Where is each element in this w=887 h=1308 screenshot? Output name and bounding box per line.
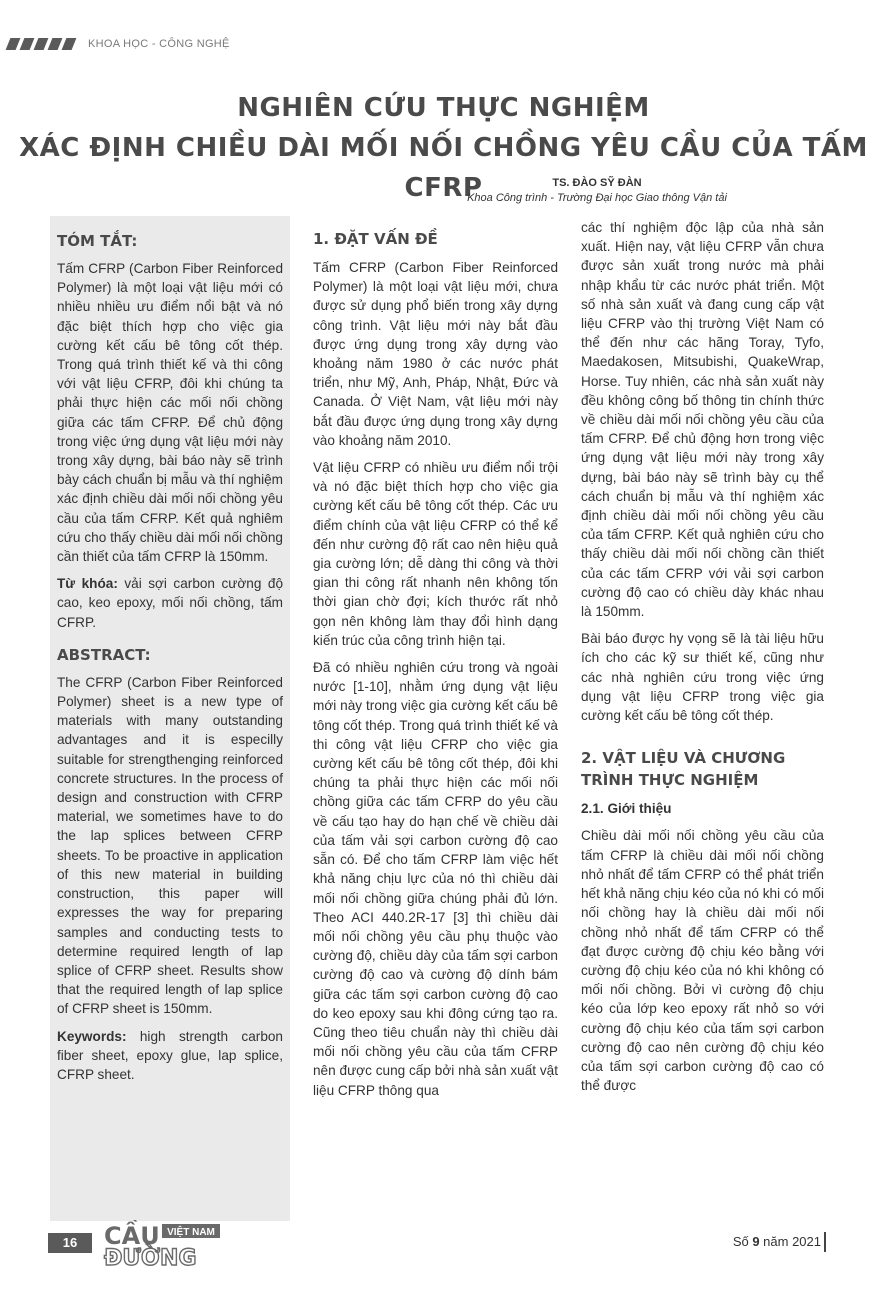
keywords-vi [57, 574, 283, 632]
magazine-logo [100, 1220, 224, 1268]
stripes-decoration [8, 38, 74, 50]
keywords-vi-text: vải sợi carbon cường độ cao, keo epoxy, mối nối chồng, tấm CFRP. [57, 576, 284, 630]
article-title [0, 88, 887, 208]
abstract-column [57, 232, 283, 1092]
logo-top-text: CẦU [104, 1222, 160, 1250]
section-label: KHOA HỌC - CÔNG NGHỆ [88, 38, 230, 50]
abstract-en-body: The CFRP (Carbon Fiber Reinforced Polymer) sheet is a new type of materials with many outstanding advantages and it is especilly suitable for strengthenging reinforced concrete structures. In the process of design and construction with CFRP material, we sometimes have to do the lap splices between CFRP sheets. To be proactive in application of this new material in building construction, this paper will expresses the way for preparing samples and conducting tests to determine required length of lap splice of CFRP sheet. Results show that the required length of lap splice of CFRP sheet is 150mm. [57, 674, 283, 1017]
section-1-paragraph-5: Bài báo được hy vọng sẽ là tài liệu hữu ích cho các kỹ sư thiết kế, cũng như các nhà nghiên cứu trong việc ứng dụng vật liệu CFRP trong việc gia cường kết cấu bê tông cốt thép. [581, 631, 824, 724]
keywords-en-label: Keywords: [57, 1028, 127, 1044]
section-1-paragraph-4: các thí nghiệm độc lập của nhà sản xuất. Hiện nay, vật liệu CFRP vẫn chưa được sản xuất trong nước mà phải nhập khẩu từ các nước phát triển. Một số nhà sản xuất và đang cung cấp vật liệu CFRP vào thị trường Việt Nam có thể đến như các hãng Toray, Tyfo, Maedakosen, Mitsubishi, QuakeWrap, Horse. Tuy nhiên, các nhà sản xuất này đều không công bố thông tin chính thức về chiều dài mối nối chồng yêu cầu của tấm CFRP. Để chủ động hơn trong việc ứng dụng vật liệu mới này trong xây dựng, bài báo này sẽ trình bày cụ thể cách chuẩn bị mẫu và thí nghiệm xác định chiều dài mối nối chồng yêu cầu của tấm CFRP. Kết quả nghiên cứu cho thấy chiều dài mối nối chồng cần thiết của các tấm CFRP với vải sợi carbon cường độ cao có chiều dày khác nhau là 150mm. [581, 220, 824, 620]
issue-prefix: Số [732, 1234, 753, 1249]
abstract-vi-body: Tấm CFRP (Carbon Fiber Reinforced Polymer) là một loại vật liệu mới có nhiều nhiều ưu điểm nổi bật và nó đặc biệt thích hợp cho việc gia cường kết cấu bê tông cốt thép. Trong quá trình thiết kế và thi công với vật liệu CFRP, đôi khi chúng ta phải thực hiện các mối nối chồng giữa các tấm CFRP. Để chủ động trong việc ứng dụng vật liệu mới này trong xây dựng, bài báo này sẽ trình bày cách chuẩn bị mẫu và thí nghiệm xác định chiều dài mối nối chồng yêu cầu của tấm CFRP. Kết quả nghiêm cứu cho thấy chiều dài mối nối chồng cần thiết của tấm CFRP là 150mm. [57, 261, 283, 565]
author-affiliation: Khoa Công trình - Trường Đại học Giao thông Vận tải [467, 192, 727, 204]
keywords-en-text: high strength carbon fiber sheet, epoxy glue, lap splice, CFRP sheet. [57, 1028, 283, 1082]
section-1-paragraph-3: Đã có nhiều nghiên cứu trong và ngoài nước [1-10], nhằm ứng dụng vật liệu mới này trong việc gia cường kết cấu bê tông cốt thép. Trong quá trình thiết kế và thi công vật liệu CFRP cho việc gia cường kết cấu bê tông cốt thép, đôi khi chúng ta phải thực hiện các mối nối chồng giữa các tấm CFRP do yêu cầu về cấu tạo hay do hạn chế về chiều dài của tấm vải sợi carbon cường độ cao sẵn có. Để cho tấm CFRP làm việc hết khả năng chịu lực của nó thì chiều dài mối nối chồng giữa chúng phải đủ lớn. Theo ACI 440.2R-17 [3] thì chiều dài mối nối chồng yêu cầu phụ thuộc vào cường độ, chiều dày của tấm sợi carbon cường độ cao và cường độ dính bám giữa các tấm sợi carbon cường độ cao do keo epoxy sau khi đông cứng tạo ra. Cũng theo tiêu chuẩn này thì chiều dài mối nối chồng yêu cầu của tấm CFRP nên được cung cấp bởi nhà sản xuất vật liệu CFRP thông qua [313, 660, 558, 1098]
page-number: 16 [48, 1233, 92, 1253]
title-line-2: XÁC ĐỊNH CHIỀU DÀI MỐI NỐI CHỒNG YÊU CẦU CỦA TẤM CFRP [19, 133, 868, 203]
body-column-2 [313, 228, 558, 1108]
section-2-paragraph-1: Chiều dài mối nối chồng yêu cầu của tấm CFRP là chiều dài mối nối chồng nhỏ nhất để tấm CFRP có thể phát triển hết khả năng chịu kéo của nó khi có mối nối chồng hay là chiều dài mối nối chồng nhỏ nhất để tấm CFRP có thể đạt được cường độ chịu kéo bằng với cường độ chịu kéo của nó khi không có mối nối chồng. Bởi vì cường độ chịu kéo của lớp keo epoxy rất nhỏ so với cường độ chịu kéo của tấm sợi carbon cường độ cao nên cường độ chịu kéo của tấm sợi carbon cường độ cao có thể được [581, 828, 824, 1094]
body-column-3 [581, 218, 824, 1103]
section-1-paragraph-1: Tấm CFRP (Carbon Fiber Reinforced Polymer) là một loại vật liệu mới, chưa được sử dụng phổ biến trong xây dựng công trình. Vật liệu mới này bắt đầu được ứng dụng trong xây dựng vào khoảng năm 1980 ở các nước phát triển, như Mỹ, Anh, Pháp, Nhật, Đức và Canada. Ở Việt Nam, vật liệu mới này bắt đầu được ứng dụng trong xây dựng vào khoảng năm 2010. [313, 260, 558, 448]
footer-divider [824, 1232, 826, 1252]
issue-label [733, 1234, 821, 1249]
abstract-en-heading: ABSTRACT: [57, 645, 151, 664]
keywords-en [57, 1027, 283, 1085]
logo-tag-text: VIỆT NAM [167, 1227, 215, 1238]
section-1-paragraph-2: Vật liệu CFRP có nhiều ưu điểm nổi trội và nó đặc biệt thích hợp cho việc gia cường kết cấu bê tông cốt thép. Các ưu điểm chính của vật liệu CFRP có thể kể đến như cường độ rất cao nên hiệu quả gia cường lớn; dễ dàng thi công và thời gian thi công rất nhanh nên không tốn thời gian chờ đợi; kích thước rất nhỏ gọn nên không làm thay đổi hình dạng kiến trúc của công trình hiện tại. [313, 460, 558, 648]
author-name: TS. ĐÀO SỸ ĐÀN [552, 177, 642, 189]
issue-number: 9 [752, 1234, 760, 1249]
logo-bottom-text: ĐƯỜNG [104, 1246, 197, 1268]
section-2-1-heading: 2.1. Giới thiệu [581, 801, 672, 817]
section-1-heading: 1. ĐẶT VẤN ĐỀ [313, 230, 438, 248]
keywords-vi-label: Từ khóa: [57, 576, 118, 592]
title-line-1: NGHIÊN CỨU THỰC NGHIỆM [237, 93, 650, 123]
issue-year: năm 2021 [759, 1234, 821, 1249]
abstract-vi-heading: TÓM TẮT: [57, 232, 138, 250]
section-2-heading: 2. VẬT LIỆU VÀ CHƯƠNG TRÌNH THỰC NGHIỆM [581, 749, 786, 790]
running-header [8, 36, 230, 52]
